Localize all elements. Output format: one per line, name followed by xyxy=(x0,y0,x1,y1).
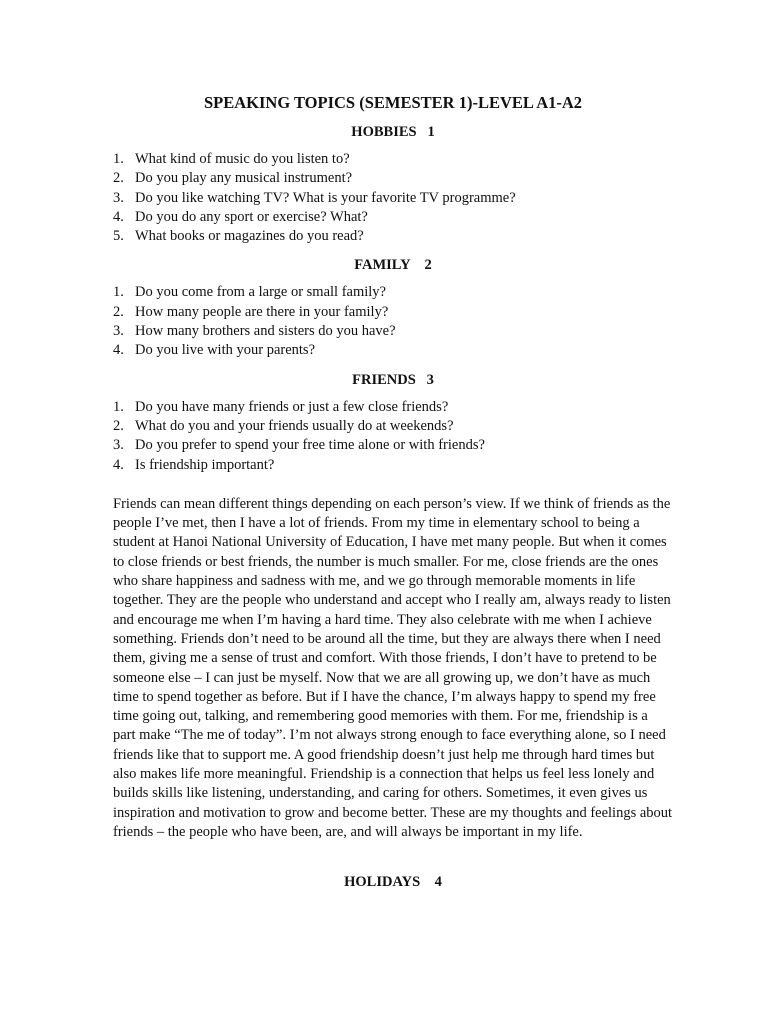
list-item xyxy=(113,303,673,322)
question-text: Do you live with your parents? xyxy=(135,342,316,359)
question-text: What kind of music do you listen to? xyxy=(135,151,350,167)
question-number: 3. xyxy=(113,189,124,206)
list-item xyxy=(113,456,673,475)
question-number: 3. xyxy=(113,323,124,340)
question-text: What do you and your friends usually do at weekends? xyxy=(135,417,454,434)
question-text: Do you come from a large or small family? xyxy=(135,284,386,301)
list-item xyxy=(113,150,673,169)
list-item xyxy=(113,189,673,208)
question-text: Do you have many friends or just a few close friends? xyxy=(135,398,449,415)
friends-essay-paragraph: Friends can mean different things depending on each person’s view. If we think of friends as the people I’ve met, then I have a lot of friends. From my time in elementary school to being a student at Hanoi National University of Education, I have met many people. But when it comes to close friends or best friends, the number is much smaller. For me, close friends are the ones who share happiness and sadness with me, and we go through memorable moments in life together. They are the people who understand and accept who I really am, always ready to listen and encourage me when I’m having a hard time. They also celebrate with me when I achieve something. Friends don’t need to be around all the time, but they are always there when I need them, giving me a sense of trust and comfort. With those friends, I don’t have to pretend to be someone else – I can just be myself. Now that we are all growing up, we don’t have as much time to spend together as before. But if I have the chance, I’m always happy to spend my free time going out, talking, and remembering good memories with them. For me, friendship is a part make “The me of today”. I’m not always strong enough to face everything alone, so I need friends like that to support me. A good friendship doesn’t just help me through hard times but also makes life more meaningful. Friendship is a connection that helps us feel less lonely and builds skills like listening, understanding, and caring for others. Sometimes, it even gives us inspiration and motivation to grow and become better. These are my thoughts and feelings about friends – the people who have been, are, and will always be important in my life. xyxy=(113,495,673,840)
question-text: Do you play any musical instrument? xyxy=(135,170,353,187)
question-text: How many brothers and sisters do you have? xyxy=(135,323,396,340)
list-item xyxy=(113,341,673,360)
list-item xyxy=(113,227,673,246)
question-number: 1. xyxy=(113,151,124,167)
document-page xyxy=(113,92,673,900)
question-text: Do you like watching TV? What is your favorite TV programme? xyxy=(135,189,516,206)
question-number: 1. xyxy=(113,398,124,415)
question-text: Do you prefer to spend your free time alone or with friends? xyxy=(135,437,485,454)
list-item xyxy=(113,436,673,455)
section-heading-holidays: HOLIDAYS 4 xyxy=(344,874,442,891)
question-number: 5. xyxy=(113,228,124,245)
list-item xyxy=(113,417,673,436)
section-heading-friends: FRIENDS 3 xyxy=(352,371,434,388)
list-item xyxy=(113,283,673,302)
section-heading-hobbies: HOBBIES 1 xyxy=(351,124,435,140)
question-text: Is friendship important? xyxy=(135,456,275,473)
question-list-hobbies xyxy=(113,150,673,246)
question-list-family xyxy=(113,283,673,360)
list-item xyxy=(113,208,673,227)
question-number: 1. xyxy=(113,284,124,301)
question-number: 2. xyxy=(113,417,124,434)
question-number: 4. xyxy=(113,456,124,473)
list-item xyxy=(113,322,673,341)
question-number: 2. xyxy=(113,303,124,320)
question-text: Do you do any sport or exercise? What? xyxy=(135,208,368,225)
list-item xyxy=(113,398,673,417)
question-list-friends xyxy=(113,398,673,475)
question-text: What books or magazines do you read? xyxy=(135,228,364,245)
question-number: 4. xyxy=(113,342,124,359)
question-number: 4. xyxy=(113,208,124,225)
list-item xyxy=(113,169,673,188)
question-number: 2. xyxy=(113,170,124,187)
section-heading-family: FAMILY 2 xyxy=(354,257,432,274)
document-title: SPEAKING TOPICS (SEMESTER 1)-LEVEL A1-A2 xyxy=(203,93,583,112)
question-number: 3. xyxy=(113,437,124,454)
question-text: How many people are there in your family? xyxy=(135,303,389,320)
